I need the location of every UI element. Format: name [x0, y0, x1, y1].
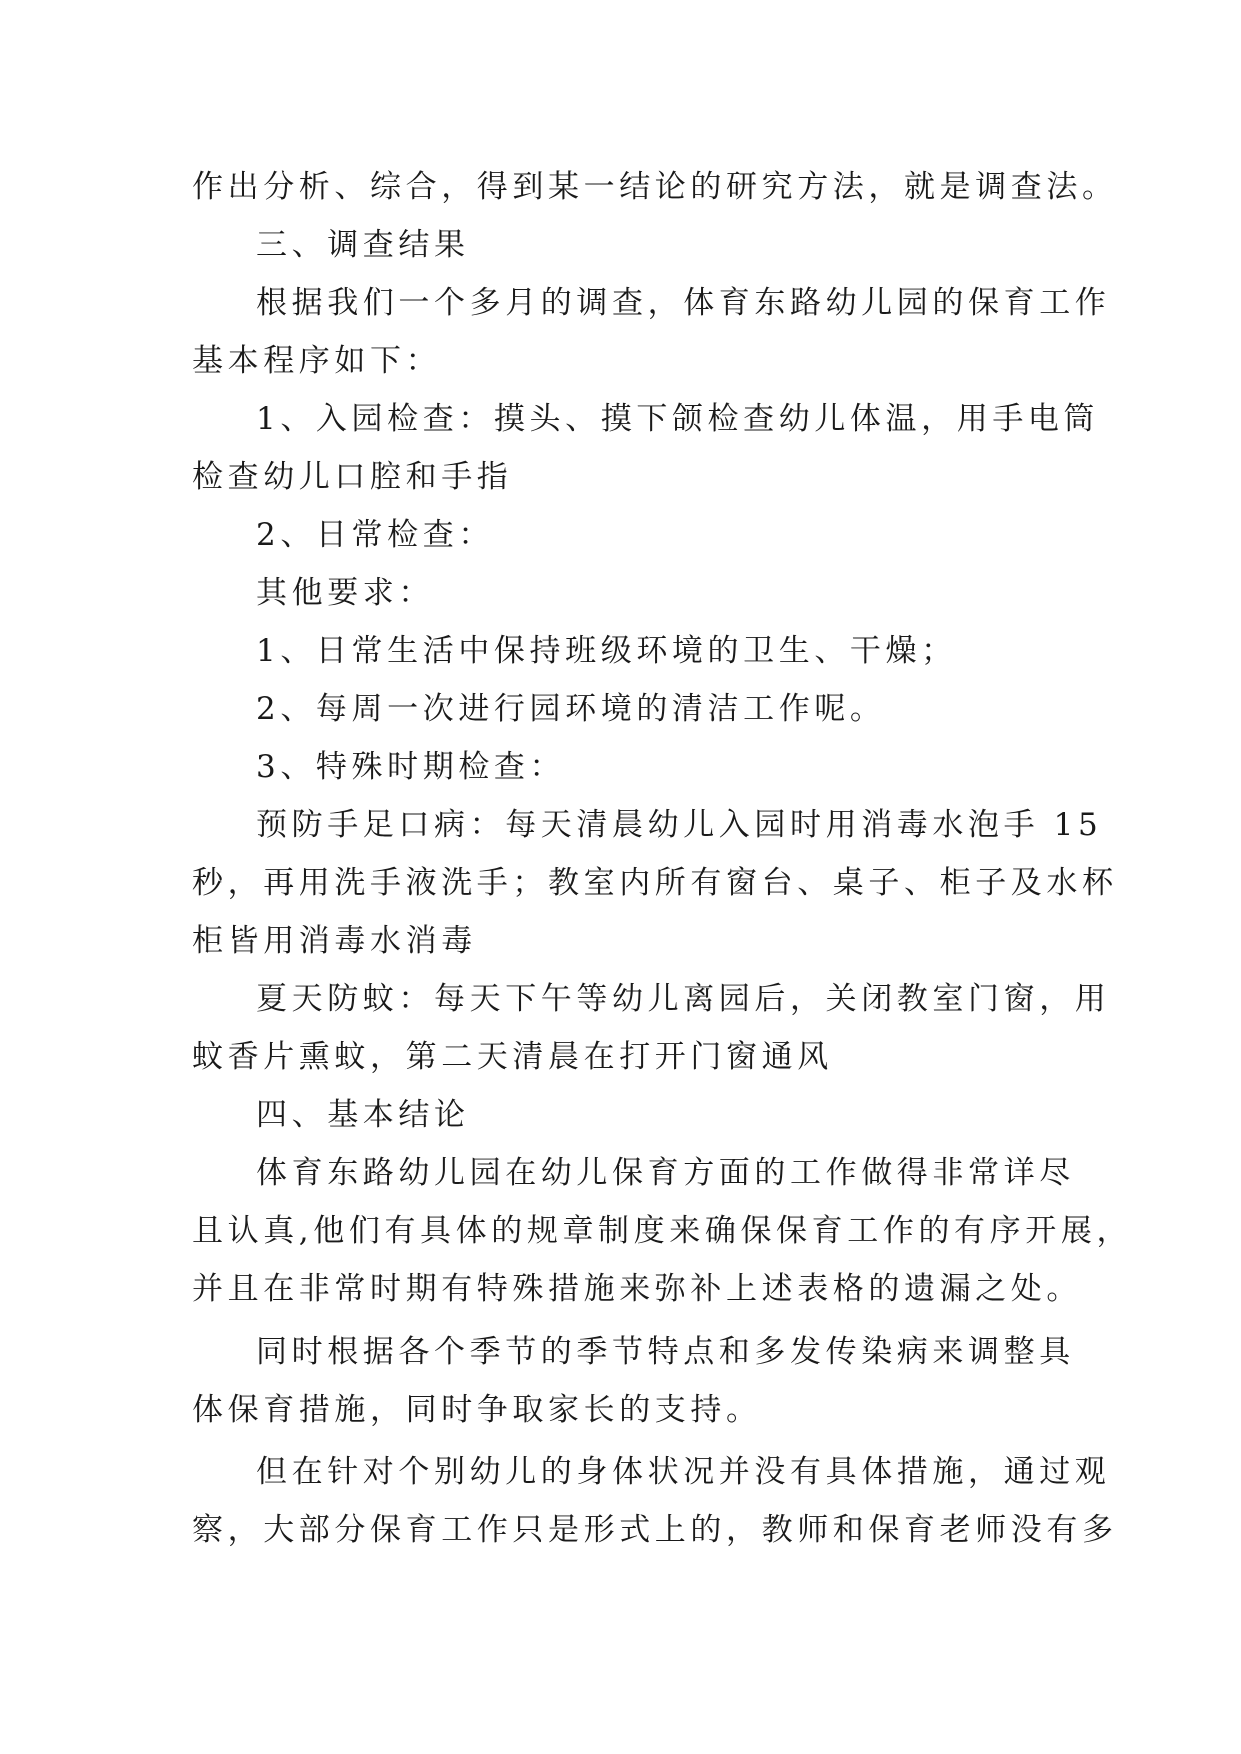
text-line: 预防手足口病：每天清晨幼儿入园时用消毒水泡手 15	[256, 807, 1103, 843]
text-line: 柜皆用消毒水消毒	[192, 923, 477, 959]
text-line: 蚊香片熏蚊，第二天清晨在打开门窗通风	[192, 1039, 833, 1075]
section-heading: 四、基本结论	[256, 1097, 470, 1133]
text-line: 且认真,他们有具体的规章制度来确保保育工作的有序开展，	[192, 1213, 1133, 1249]
text-line: 1、日常生活中保持班级环境的卫生、干燥；	[256, 633, 957, 669]
text-line: 体保育措施，同时争取家长的支持。	[192, 1392, 762, 1428]
text-line: 察，大部分保育工作只是形式上的，教师和保育老师没有多	[192, 1512, 1118, 1548]
text-line: 其他要求：	[256, 575, 434, 611]
text-line: 体育东路幼儿园在幼儿保育方面的工作做得非常详尽	[256, 1155, 1075, 1191]
text-line: 3、特殊时期检查：	[256, 749, 566, 785]
text-line: 但在针对个别幼儿的身体状况并没有具体措施，通过观	[256, 1454, 1111, 1490]
section-heading: 三、调查结果	[256, 227, 470, 263]
text-line: 夏天防蚊：每天下午等幼儿离园后，关闭教室门窗，用	[256, 981, 1111, 1017]
text-line: 同时根据各个季节的季节特点和多发传染病来调整具	[256, 1334, 1075, 1370]
text-line: 根据我们一个多月的调查，体育东路幼儿园的保育工作	[256, 285, 1111, 321]
text-line: 2、日常检查：	[256, 517, 494, 553]
text-line: 检查幼儿口腔和手指	[192, 459, 513, 495]
text-line: 秒，再用洗手液洗手；教室内所有窗台、桌子、柜子及水杯	[192, 865, 1118, 901]
text-line: 作出分析、综合，得到某一结论的研究方法，就是调查法。	[192, 169, 1118, 205]
text-line: 2、每周一次进行园环境的清洁工作呢。	[256, 691, 886, 727]
text-line: 并且在非常时期有特殊措施来弥补上述表格的遗漏之处。	[192, 1271, 1082, 1307]
text-line: 基本程序如下：	[192, 343, 442, 379]
text-line: 1、入园检查：摸头、摸下颌检查幼儿体温，用手电筒	[256, 401, 1100, 437]
